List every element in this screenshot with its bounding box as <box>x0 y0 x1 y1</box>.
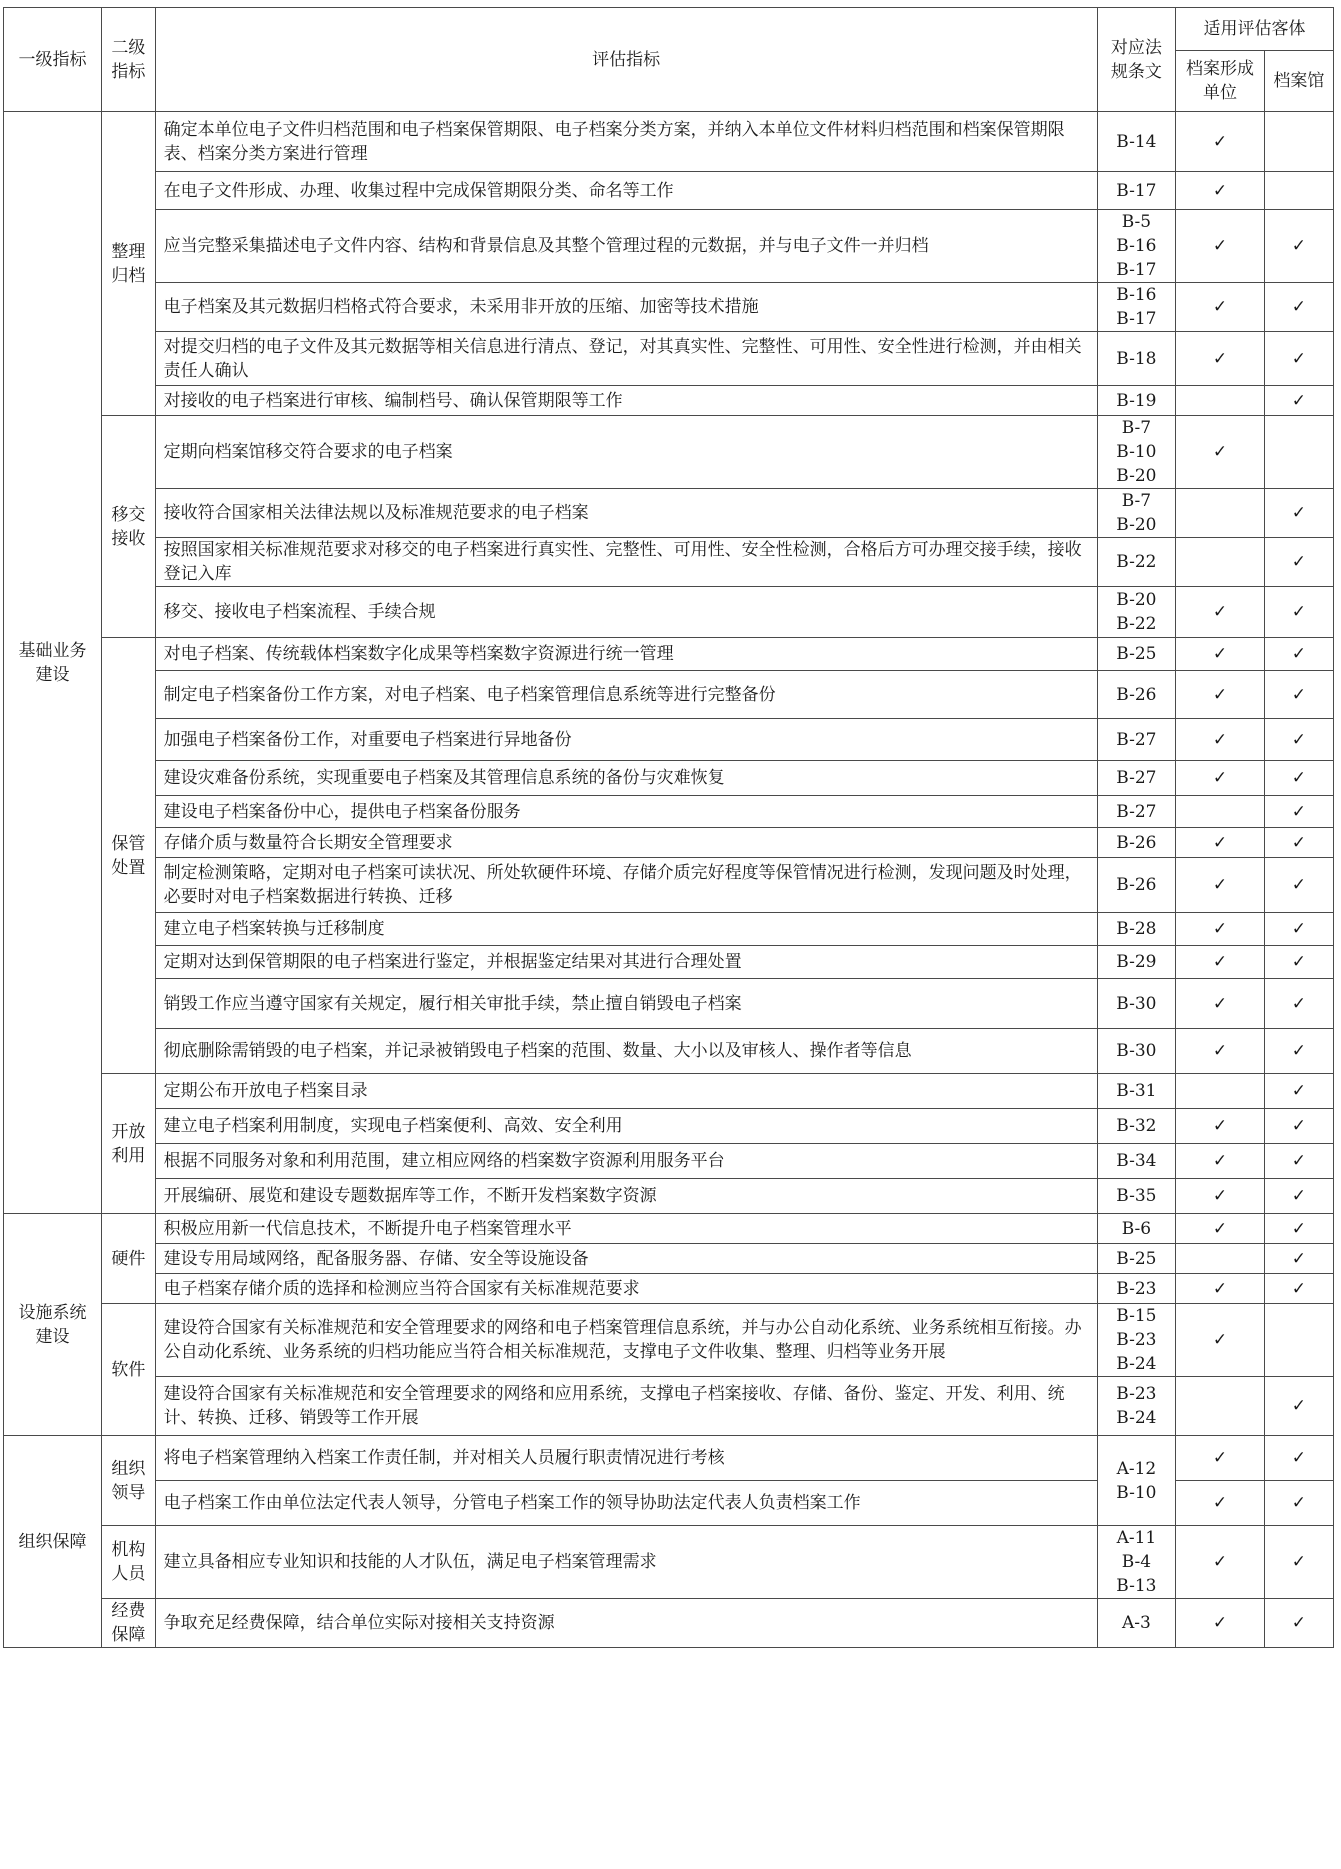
unit-check-cell <box>1176 1214 1265 1244</box>
checkmark-icon: ✓ <box>1291 602 1307 622</box>
indicator-cell: 将电子档案管理纳入档案工作责任制，并对相关人员履行职责情况进行考核 <box>155 1436 1097 1481</box>
indicator-cell: 对接收的电子档案进行审核、编制档号、确认保管期限等工作 <box>155 386 1097 416</box>
unit-check-cell <box>1176 1244 1265 1274</box>
law-ref: B-20 <box>1116 515 1157 535</box>
law-cell <box>1097 283 1175 332</box>
indicator-cell: 建立具备相应专业知识和技能的人才队伍，满足电子档案管理需求 <box>155 1526 1097 1599</box>
unit-check-cell <box>1176 489 1265 538</box>
law-cell <box>1097 1244 1175 1274</box>
unit-check-cell <box>1176 1377 1265 1436</box>
law-ref: A-11 <box>1116 1528 1157 1548</box>
checkmark-icon: ✓ <box>1212 684 1228 705</box>
unit-check-cell <box>1176 332 1265 386</box>
law-ref: B-15 <box>1116 1306 1157 1326</box>
law-ref: B-30 <box>1116 1041 1157 1061</box>
checkmark-icon: ✓ <box>1212 993 1228 1014</box>
indicator-cell: 定期对达到保管期限的电子档案进行鉴定，并根据鉴定结果对其进行合理处置 <box>155 946 1097 979</box>
header-objects: 适用评估客体 <box>1176 8 1334 51</box>
archive-check-cell <box>1264 1304 1333 1377</box>
indicator-cell: 定期向档案馆移交符合要求的电子档案 <box>155 416 1097 489</box>
header-indicator: 评估指标 <box>155 8 1097 112</box>
law-ref: B-22 <box>1116 614 1157 634</box>
indicator-cell: 彻底删除需销毁的电子档案，并记录被销毁电子档案的范围、数量、大小以及审核人、操作者等信息 <box>155 1029 1097 1074</box>
indicator-cell: 建设电子档案备份中心，提供电子档案备份服务 <box>155 796 1097 828</box>
checkmark-icon: ✓ <box>1212 236 1228 256</box>
law-ref: B-17 <box>1116 260 1157 280</box>
table-row <box>4 828 1334 858</box>
indicator-cell: 争取充足经费保障，结合单位实际对接相关支持资源 <box>155 1599 1097 1648</box>
indicator-cell: 积极应用新一代信息技术，不断提升电子档案管理水平 <box>155 1214 1097 1244</box>
archive-check-cell <box>1264 828 1333 858</box>
table-row <box>4 489 1334 538</box>
unit-check-cell <box>1176 112 1265 172</box>
unit-check-cell <box>1176 671 1265 719</box>
archive-check-cell <box>1264 1274 1333 1304</box>
indicator-cell: 制定电子档案备份工作方案，对电子档案、电子档案管理信息系统等进行完整备份 <box>155 671 1097 719</box>
table-row <box>4 1526 1334 1599</box>
table-row <box>4 112 1334 172</box>
checkmark-icon: ✓ <box>1291 1552 1307 1572</box>
indicator-cell: 建立电子档案转换与迁移制度 <box>155 913 1097 946</box>
unit-check-cell <box>1176 1074 1265 1109</box>
law-ref: B-17 <box>1116 180 1157 201</box>
header-unit: 档案形成单位 <box>1176 51 1265 112</box>
level1-cell: 基础业务建设 <box>4 112 102 1214</box>
law-ref: B-10 <box>1116 442 1157 462</box>
archive-check-cell <box>1264 1074 1333 1109</box>
checkmark-icon: ✓ <box>1291 297 1307 317</box>
table-row <box>4 416 1334 489</box>
archive-check-cell <box>1264 671 1333 719</box>
unit-check-cell <box>1176 210 1265 283</box>
level2-cell: 经费保障 <box>102 1599 156 1648</box>
level2-cell: 软件 <box>102 1304 156 1436</box>
law-cell <box>1097 1436 1175 1526</box>
law-ref: B-7 <box>1121 491 1152 511</box>
law-ref: B-19 <box>1116 390 1157 411</box>
checkmark-icon: ✓ <box>1212 180 1228 201</box>
archive-check-cell <box>1264 283 1333 332</box>
checkmark-icon: ✓ <box>1212 348 1228 369</box>
archive-check-cell <box>1264 979 1333 1029</box>
unit-check-cell <box>1176 1144 1265 1179</box>
checkmark-icon: ✓ <box>1291 1116 1307 1136</box>
table-row <box>4 858 1334 913</box>
indicator-cell: 定期公布开放电子档案目录 <box>155 1074 1097 1109</box>
law-cell <box>1097 913 1175 946</box>
law-cell <box>1097 416 1175 489</box>
unit-check-cell <box>1176 416 1265 489</box>
law-cell <box>1097 1214 1175 1244</box>
archive-check-cell <box>1264 210 1333 283</box>
table-row <box>4 1179 1334 1214</box>
evaluation-table <box>3 7 1334 1648</box>
indicator-cell: 在电子文件形成、办理、收集过程中完成保管期限分类、命名等工作 <box>155 172 1097 210</box>
archive-check-cell <box>1264 1214 1333 1244</box>
table-row <box>4 1074 1334 1109</box>
unit-check-cell <box>1176 283 1265 332</box>
law-cell <box>1097 587 1175 638</box>
law-ref: B-26 <box>1116 684 1157 705</box>
table-row <box>4 1599 1334 1648</box>
indicator-cell: 存储介质与数量符合长期安全管理要求 <box>155 828 1097 858</box>
checkmark-icon: ✓ <box>1212 1330 1228 1350</box>
table-row <box>4 761 1334 796</box>
table-row <box>4 538 1334 587</box>
checkmark-icon: ✓ <box>1291 952 1307 972</box>
archive-check-cell <box>1264 112 1333 172</box>
law-cell <box>1097 828 1175 858</box>
table-row <box>4 1377 1334 1436</box>
checkmark-icon: ✓ <box>1212 1041 1228 1061</box>
archive-check-cell <box>1264 1109 1333 1144</box>
checkmark-icon: ✓ <box>1291 390 1307 411</box>
law-cell <box>1097 638 1175 671</box>
archive-check-cell <box>1264 913 1333 946</box>
law-cell <box>1097 172 1175 210</box>
level2-cell: 机构人员 <box>102 1526 156 1599</box>
indicator-cell: 加强电子档案备份工作，对重要电子档案进行异地备份 <box>155 719 1097 761</box>
checkmark-icon: ✓ <box>1291 644 1307 664</box>
law-ref: B-20 <box>1116 590 1157 610</box>
archive-check-cell <box>1264 386 1333 416</box>
law-ref: B-24 <box>1116 1354 1157 1374</box>
archive-check-cell <box>1264 796 1333 828</box>
law-ref: B-26 <box>1116 875 1157 895</box>
checkmark-icon: ✓ <box>1291 684 1307 705</box>
law-ref: B-20 <box>1116 466 1157 486</box>
archive-check-cell <box>1264 1377 1333 1436</box>
law-ref: B-27 <box>1116 768 1157 788</box>
law-cell <box>1097 1144 1175 1179</box>
law-cell <box>1097 1526 1175 1599</box>
law-ref: B-5 <box>1121 212 1152 232</box>
table-row <box>4 913 1334 946</box>
archive-check-cell <box>1264 1179 1333 1214</box>
level2-cell: 保管处置 <box>102 638 156 1074</box>
unit-check-cell <box>1176 1029 1265 1074</box>
law-ref: B-18 <box>1116 348 1157 369</box>
checkmark-icon: ✓ <box>1212 1448 1228 1468</box>
law-cell <box>1097 112 1175 172</box>
checkmark-icon: ✓ <box>1291 1278 1307 1299</box>
checkmark-icon: ✓ <box>1291 832 1307 853</box>
law-cell <box>1097 1179 1175 1214</box>
unit-check-cell <box>1176 946 1265 979</box>
law-ref: B-23 <box>1116 1278 1157 1299</box>
table-row <box>4 1109 1334 1144</box>
law-cell <box>1097 489 1175 538</box>
law-ref: B-27 <box>1116 729 1157 750</box>
checkmark-icon: ✓ <box>1212 1493 1228 1513</box>
table-row <box>4 1244 1334 1274</box>
table-row <box>4 1304 1334 1377</box>
checkmark-icon: ✓ <box>1212 1116 1228 1136</box>
checkmark-icon: ✓ <box>1291 1448 1307 1468</box>
indicator-cell: 对提交归档的电子文件及其元数据等相关信息进行清点、登记，对其真实性、完整性、可用性、安全性进行检测，并由相关责任人确认 <box>155 332 1097 386</box>
unit-check-cell <box>1176 828 1265 858</box>
archive-check-cell <box>1264 1526 1333 1599</box>
checkmark-icon: ✓ <box>1291 1218 1307 1239</box>
checkmark-icon: ✓ <box>1291 1396 1307 1416</box>
indicator-cell: 建设符合国家有关标准规范和安全管理要求的网络和电子档案管理信息系统，并与办公自动化系统、业务系统相互衔接。办公自动化系统、业务系统的归档功能应当符合相关标准规范，支撑电子文件收集、整理、归档等业务开展 <box>155 1304 1097 1377</box>
unit-check-cell <box>1176 913 1265 946</box>
law-cell <box>1097 210 1175 283</box>
unit-check-cell <box>1176 1274 1265 1304</box>
law-ref: B-25 <box>1116 644 1157 664</box>
checkmark-icon: ✓ <box>1291 1186 1307 1206</box>
law-cell <box>1097 1377 1175 1436</box>
checkmark-icon: ✓ <box>1212 1552 1228 1572</box>
law-cell <box>1097 671 1175 719</box>
law-ref: A-3 <box>1121 1613 1151 1633</box>
table-row <box>4 283 1334 332</box>
checkmark-icon: ✓ <box>1291 552 1307 572</box>
table-row <box>4 1436 1334 1481</box>
table-row <box>4 332 1334 386</box>
unit-check-cell <box>1176 538 1265 587</box>
indicator-cell: 根据不同服务对象和利用范围，建立相应网络的档案数字资源利用服务平台 <box>155 1144 1097 1179</box>
law-ref: B-29 <box>1116 952 1157 972</box>
checkmark-icon: ✓ <box>1212 1613 1228 1633</box>
indicator-cell: 电子档案及其元数据归档格式符合要求，未采用非开放的压缩、加密等技术措施 <box>155 283 1097 332</box>
checkmark-icon: ✓ <box>1212 832 1228 853</box>
unit-check-cell <box>1176 1526 1265 1599</box>
table-row <box>4 587 1334 638</box>
checkmark-icon: ✓ <box>1212 644 1228 664</box>
law-cell <box>1097 796 1175 828</box>
level2-cell: 组织领导 <box>102 1436 156 1526</box>
unit-check-cell <box>1176 1109 1265 1144</box>
indicator-cell: 确定本单位电子文件归档范围和电子档案保管期限、电子档案分类方案，并纳入本单位文件材料归档范围和档案保管期限表、档案分类方案进行管理 <box>155 112 1097 172</box>
law-cell <box>1097 386 1175 416</box>
unit-check-cell <box>1176 979 1265 1029</box>
unit-check-cell <box>1176 761 1265 796</box>
law-cell <box>1097 1029 1175 1074</box>
checkmark-icon: ✓ <box>1212 1151 1228 1171</box>
checkmark-icon: ✓ <box>1291 348 1307 369</box>
archive-check-cell <box>1264 1244 1333 1274</box>
law-ref: A-12 <box>1116 1458 1157 1479</box>
table-row <box>4 1274 1334 1304</box>
indicator-cell: 按照国家相关标准规范要求对移交的电子档案进行真实性、完整性、可用性、安全性检测，合格后方可办理交接手续，接收登记入库 <box>155 538 1097 587</box>
law-ref: B-35 <box>1116 1186 1157 1206</box>
indicator-cell: 建设符合国家有关标准规范和安全管理要求的网络和应用系统，支撑电子档案接收、存储、备份、鉴定、开发、利用、统计、转换、迁移、销毁等工作开展 <box>155 1377 1097 1436</box>
archive-check-cell <box>1264 1029 1333 1074</box>
level1-cell: 设施系统建设 <box>4 1214 102 1436</box>
checkmark-icon: ✓ <box>1291 768 1307 788</box>
table-row <box>4 796 1334 828</box>
archive-check-cell <box>1264 946 1333 979</box>
law-ref: B-30 <box>1116 993 1157 1014</box>
archive-check-cell <box>1264 172 1333 210</box>
table-row <box>4 1029 1334 1074</box>
law-ref: B-24 <box>1116 1408 1157 1428</box>
checkmark-icon: ✓ <box>1291 729 1307 750</box>
checkmark-icon: ✓ <box>1212 1218 1228 1239</box>
indicator-cell: 电子档案工作由单位法定代表人领导，分管电子档案工作的领导协助法定代表人负责档案工作 <box>155 1481 1097 1526</box>
table-row <box>4 638 1334 671</box>
law-ref: B-4 <box>1121 1552 1152 1572</box>
checkmark-icon: ✓ <box>1291 1151 1307 1171</box>
checkmark-icon: ✓ <box>1291 1081 1307 1101</box>
unit-check-cell <box>1176 1436 1265 1481</box>
header-law: 对应法规条文 <box>1097 8 1175 112</box>
unit-check-cell <box>1176 1304 1265 1377</box>
table-row <box>4 1144 1334 1179</box>
checkmark-icon: ✓ <box>1212 875 1228 895</box>
unit-check-cell <box>1176 719 1265 761</box>
indicator-cell: 对电子档案、传统载体档案数字化成果等档案数字资源进行统一管理 <box>155 638 1097 671</box>
table-row <box>4 946 1334 979</box>
law-cell <box>1097 946 1175 979</box>
indicator-cell: 移交、接收电子档案流程、手续合规 <box>155 587 1097 638</box>
unit-check-cell <box>1176 638 1265 671</box>
law-ref: B-13 <box>1116 1576 1157 1596</box>
law-ref: B-32 <box>1116 1116 1157 1136</box>
archive-check-cell <box>1264 538 1333 587</box>
level2-cell: 移交接收 <box>102 416 156 638</box>
table-row <box>4 671 1334 719</box>
law-cell <box>1097 719 1175 761</box>
checkmark-icon: ✓ <box>1291 919 1307 939</box>
checkmark-icon: ✓ <box>1291 236 1307 256</box>
law-ref: B-6 <box>1121 1218 1152 1239</box>
law-cell <box>1097 1304 1175 1377</box>
law-cell <box>1097 761 1175 796</box>
archive-check-cell <box>1264 489 1333 538</box>
archive-check-cell <box>1264 332 1333 386</box>
law-ref: B-17 <box>1116 309 1157 329</box>
law-ref: B-25 <box>1116 1248 1157 1269</box>
archive-check-cell <box>1264 719 1333 761</box>
archive-check-cell <box>1264 761 1333 796</box>
law-ref: B-26 <box>1116 832 1157 853</box>
indicator-cell: 接收符合国家相关法律法规以及标准规范要求的电子档案 <box>155 489 1097 538</box>
law-cell <box>1097 1074 1175 1109</box>
law-cell <box>1097 538 1175 587</box>
checkmark-icon: ✓ <box>1212 952 1228 972</box>
checkmark-icon: ✓ <box>1291 993 1307 1014</box>
checkmark-icon: ✓ <box>1212 297 1228 317</box>
checkmark-icon: ✓ <box>1212 442 1228 462</box>
law-ref: B-7 <box>1121 418 1152 438</box>
indicator-cell: 销毁工作应当遵守国家有关规定，履行相关审批手续，禁止擅自销毁电子档案 <box>155 979 1097 1029</box>
archive-check-cell <box>1264 1481 1333 1526</box>
checkmark-icon: ✓ <box>1212 602 1228 622</box>
unit-check-cell <box>1176 1481 1265 1526</box>
unit-check-cell <box>1176 858 1265 913</box>
law-ref: B-31 <box>1116 1081 1157 1101</box>
checkmark-icon: ✓ <box>1291 801 1307 822</box>
checkmark-icon: ✓ <box>1291 1248 1307 1269</box>
law-ref: B-23 <box>1116 1384 1157 1404</box>
checkmark-icon: ✓ <box>1212 1278 1228 1299</box>
level2-cell: 开放利用 <box>102 1074 156 1214</box>
law-cell <box>1097 858 1175 913</box>
archive-check-cell <box>1264 416 1333 489</box>
checkmark-icon: ✓ <box>1212 729 1228 750</box>
unit-check-cell <box>1176 172 1265 210</box>
archive-check-cell <box>1264 1599 1333 1648</box>
unit-check-cell <box>1176 1599 1265 1648</box>
law-ref: B-22 <box>1116 552 1157 572</box>
archive-check-cell <box>1264 858 1333 913</box>
law-ref: B-10 <box>1116 1482 1157 1503</box>
archive-check-cell <box>1264 638 1333 671</box>
unit-check-cell <box>1176 587 1265 638</box>
law-cell <box>1097 1109 1175 1144</box>
archive-check-cell <box>1264 1144 1333 1179</box>
table-row <box>4 1214 1334 1244</box>
indicator-cell: 开展编研、展览和建设专题数据库等工作，不断开发档案数字资源 <box>155 1179 1097 1214</box>
indicator-cell: 电子档案存储介质的选择和检测应当符合国家有关标准规范要求 <box>155 1274 1097 1304</box>
table-row <box>4 210 1334 283</box>
law-ref: B-14 <box>1116 131 1157 152</box>
checkmark-icon: ✓ <box>1291 1493 1307 1513</box>
header-level1: 一级指标 <box>4 8 102 112</box>
level2-cell: 硬件 <box>102 1214 156 1304</box>
checkmark-icon: ✓ <box>1212 1186 1228 1206</box>
checkmark-icon: ✓ <box>1291 1041 1307 1061</box>
law-cell <box>1097 1274 1175 1304</box>
law-ref: B-27 <box>1116 801 1157 822</box>
indicator-cell: 建立电子档案利用制度，实现电子档案便利、高效、安全利用 <box>155 1109 1097 1144</box>
table-row <box>4 172 1334 210</box>
indicator-cell: 建设专用局域网络，配备服务器、存储、安全等设施设备 <box>155 1244 1097 1274</box>
law-ref: B-34 <box>1116 1151 1157 1171</box>
law-cell <box>1097 1599 1175 1648</box>
unit-check-cell <box>1176 386 1265 416</box>
checkmark-icon: ✓ <box>1212 919 1228 939</box>
law-ref: B-23 <box>1116 1330 1157 1350</box>
archive-check-cell <box>1264 587 1333 638</box>
level2-cell: 整理归档 <box>102 112 156 416</box>
indicator-cell: 建设灾难备份系统，实现重要电子档案及其管理信息系统的备份与灾难恢复 <box>155 761 1097 796</box>
header-level2: 二级指标 <box>102 8 156 112</box>
table-row <box>4 979 1334 1029</box>
indicator-cell: 制定检测策略，定期对电子档案可读状况、所处软硬件环境、存储介质完好程度等保管情况进行检测，发现问题及时处理，必要时对电子档案数据进行转换、迁移 <box>155 858 1097 913</box>
archive-check-cell <box>1264 1436 1333 1481</box>
table-row <box>4 386 1334 416</box>
checkmark-icon: ✓ <box>1291 875 1307 895</box>
checkmark-icon: ✓ <box>1291 503 1307 523</box>
level1-cell: 组织保障 <box>4 1436 102 1648</box>
unit-check-cell <box>1176 796 1265 828</box>
law-ref: B-28 <box>1116 919 1157 939</box>
table-row <box>4 719 1334 761</box>
header-archive: 档案馆 <box>1264 51 1333 112</box>
indicator-cell: 应当完整采集描述电子文件内容、结构和背景信息及其整个管理过程的元数据，并与电子文件一并归档 <box>155 210 1097 283</box>
law-ref: B-16 <box>1116 236 1157 256</box>
checkmark-icon: ✓ <box>1212 131 1228 152</box>
unit-check-cell <box>1176 1179 1265 1214</box>
law-cell <box>1097 979 1175 1029</box>
checkmark-icon: ✓ <box>1291 1613 1307 1633</box>
checkmark-icon: ✓ <box>1212 768 1228 788</box>
law-cell <box>1097 332 1175 386</box>
law-ref: B-16 <box>1116 285 1157 305</box>
